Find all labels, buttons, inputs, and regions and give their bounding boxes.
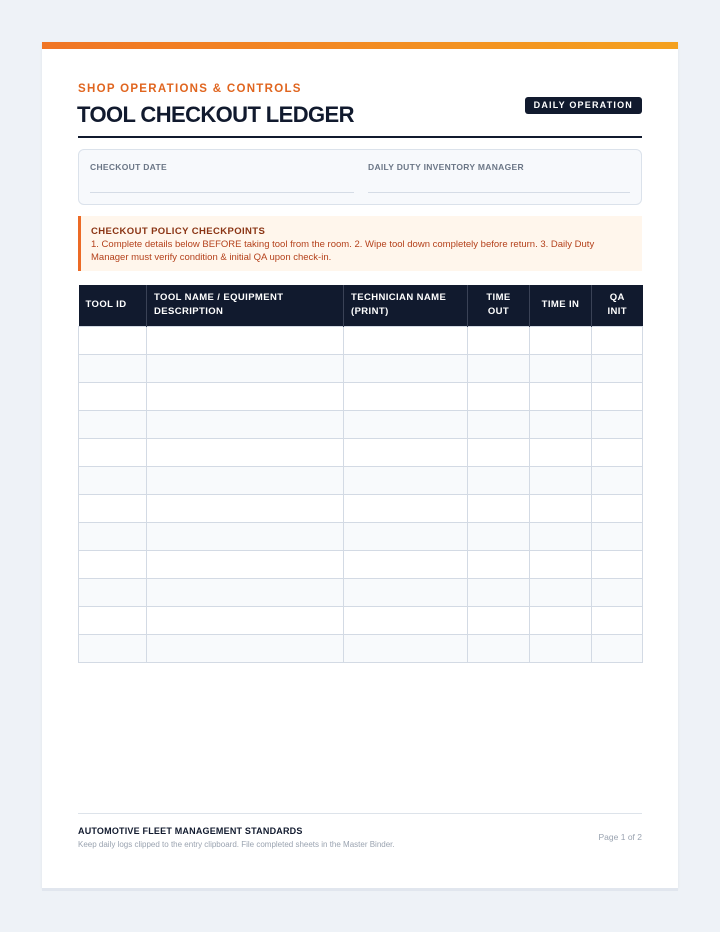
cell-qa-init[interactable] bbox=[592, 438, 643, 466]
cell-time-out[interactable] bbox=[468, 606, 530, 634]
column-header-time-out: TIME OUT bbox=[468, 285, 530, 326]
cell-qa-init[interactable] bbox=[592, 326, 643, 354]
table-row bbox=[79, 466, 643, 494]
page-title: TOOL CHECKOUT LEDGER bbox=[77, 102, 354, 127]
table-row bbox=[79, 382, 643, 410]
cell-time-in[interactable] bbox=[530, 466, 592, 494]
cell-time-out[interactable] bbox=[468, 522, 530, 550]
table-row bbox=[79, 522, 643, 550]
cell-tool-id[interactable] bbox=[79, 410, 147, 438]
checkout-ledger-table bbox=[78, 285, 643, 663]
cell-time-out[interactable] bbox=[468, 438, 530, 466]
cell-qa-init[interactable] bbox=[592, 466, 643, 494]
cell-time-in[interactable] bbox=[530, 522, 592, 550]
cell-time-out[interactable] bbox=[468, 466, 530, 494]
cell-qa-init[interactable] bbox=[592, 578, 643, 606]
cell-time-in[interactable] bbox=[530, 578, 592, 606]
cell-qa-init[interactable] bbox=[592, 382, 643, 410]
cell-qa-init[interactable] bbox=[592, 606, 643, 634]
cell-time-in[interactable] bbox=[530, 634, 592, 662]
table-row bbox=[79, 438, 643, 466]
footer-title: AUTOMOTIVE FLEET MANAGEMENT STANDARDS bbox=[78, 826, 303, 836]
cell-tool-id[interactable] bbox=[79, 382, 147, 410]
cell-tool-id[interactable] bbox=[79, 466, 147, 494]
checkout-date-field[interactable] bbox=[90, 192, 354, 193]
cell-tool-id[interactable] bbox=[79, 438, 147, 466]
column-header-qa-init: QA INIT bbox=[592, 285, 643, 326]
table-body bbox=[79, 326, 643, 662]
table-row bbox=[79, 550, 643, 578]
status-badge: DAILY OPERATION bbox=[525, 97, 642, 114]
cell-time-out[interactable] bbox=[468, 382, 530, 410]
cell-technician[interactable] bbox=[344, 606, 468, 634]
cell-technician[interactable] bbox=[344, 550, 468, 578]
cell-technician[interactable] bbox=[344, 494, 468, 522]
column-header-technician: TECHNICIAN NAME (PRINT) bbox=[344, 285, 468, 326]
cell-time-out[interactable] bbox=[468, 578, 530, 606]
cell-technician[interactable] bbox=[344, 578, 468, 606]
cell-time-out[interactable] bbox=[468, 494, 530, 522]
cell-qa-init[interactable] bbox=[592, 634, 643, 662]
cell-technician[interactable] bbox=[344, 438, 468, 466]
cell-tool-id[interactable] bbox=[79, 522, 147, 550]
cell-time-in[interactable] bbox=[530, 494, 592, 522]
policy-callout bbox=[78, 216, 642, 271]
cell-time-out[interactable] bbox=[468, 410, 530, 438]
cell-qa-init[interactable] bbox=[592, 522, 643, 550]
cell-tool-id[interactable] bbox=[79, 634, 147, 662]
manager-label: DAILY DUTY INVENTORY MANAGER bbox=[368, 162, 524, 172]
cell-tool-name[interactable] bbox=[147, 354, 344, 382]
column-header-time-in: TIME IN bbox=[530, 285, 592, 326]
section-eyebrow: SHOP OPERATIONS & CONTROLS bbox=[78, 83, 302, 95]
cell-qa-init[interactable] bbox=[592, 550, 643, 578]
cell-tool-name[interactable] bbox=[147, 466, 344, 494]
table-row bbox=[79, 326, 643, 354]
table-row bbox=[79, 634, 643, 662]
policy-title: CHECKOUT POLICY CHECKPOINTS bbox=[91, 226, 266, 237]
cell-tool-name[interactable] bbox=[147, 382, 344, 410]
cell-time-in[interactable] bbox=[530, 550, 592, 578]
cell-technician[interactable] bbox=[344, 522, 468, 550]
column-header-tool-name: TOOL NAME / EQUIPMENT DESCRIPTION bbox=[147, 285, 344, 326]
table-header-row bbox=[79, 285, 643, 326]
cell-time-in[interactable] bbox=[530, 438, 592, 466]
cell-time-in[interactable] bbox=[530, 410, 592, 438]
cell-time-in[interactable] bbox=[530, 606, 592, 634]
cell-tool-name[interactable] bbox=[147, 438, 344, 466]
cell-tool-name[interactable] bbox=[147, 550, 344, 578]
title-divider bbox=[78, 136, 642, 138]
cell-time-in[interactable] bbox=[530, 326, 592, 354]
cell-tool-name[interactable] bbox=[147, 494, 344, 522]
cell-tool-id[interactable] bbox=[79, 494, 147, 522]
cell-qa-init[interactable] bbox=[592, 494, 643, 522]
policy-text: 1. Complete details below BEFORE taking tool from the room. 2. Wipe tool down completely before return. 3. Daily Duty Manager must verify condition & initial QA upon check-in. bbox=[91, 239, 595, 263]
cell-qa-init[interactable] bbox=[592, 410, 643, 438]
cell-tool-id[interactable] bbox=[79, 550, 147, 578]
cell-tool-name[interactable] bbox=[147, 606, 344, 634]
cell-time-out[interactable] bbox=[468, 354, 530, 382]
table-row bbox=[79, 410, 643, 438]
accent-bar bbox=[42, 42, 678, 49]
cell-technician[interactable] bbox=[344, 326, 468, 354]
cell-technician[interactable] bbox=[344, 634, 468, 662]
cell-tool-name[interactable] bbox=[147, 578, 344, 606]
cell-time-out[interactable] bbox=[468, 634, 530, 662]
table-row bbox=[79, 494, 643, 522]
footer-note: Keep daily logs clipped to the entry clipboard. File completed sheets in the Master Binder. bbox=[78, 840, 395, 849]
cell-technician[interactable] bbox=[344, 354, 468, 382]
cell-time-out[interactable] bbox=[468, 550, 530, 578]
table-row bbox=[79, 578, 643, 606]
cell-tool-name[interactable] bbox=[147, 326, 344, 354]
cell-time-in[interactable] bbox=[530, 354, 592, 382]
cell-tool-name[interactable] bbox=[147, 410, 344, 438]
cell-time-in[interactable] bbox=[530, 382, 592, 410]
cell-time-out[interactable] bbox=[468, 326, 530, 354]
cell-tool-id[interactable] bbox=[79, 354, 147, 382]
checkout-info-box bbox=[78, 149, 642, 205]
table-row bbox=[79, 606, 643, 634]
checkout-date-label: CHECKOUT DATE bbox=[90, 162, 167, 172]
cell-technician[interactable] bbox=[344, 466, 468, 494]
cell-tool-id[interactable] bbox=[79, 326, 147, 354]
cell-tool-name[interactable] bbox=[147, 634, 344, 662]
document-page bbox=[42, 42, 678, 888]
table-row bbox=[79, 354, 643, 382]
cell-tool-name[interactable] bbox=[147, 522, 344, 550]
column-header-tool-id: TOOL ID bbox=[79, 285, 147, 326]
footer-divider bbox=[78, 813, 642, 814]
cell-tool-id[interactable] bbox=[79, 606, 147, 634]
cell-technician[interactable] bbox=[344, 382, 468, 410]
cell-qa-init[interactable] bbox=[592, 354, 643, 382]
cell-technician[interactable] bbox=[344, 410, 468, 438]
manager-field[interactable] bbox=[368, 192, 630, 193]
page-number: Page 1 of 2 bbox=[598, 832, 642, 842]
cell-tool-id[interactable] bbox=[79, 578, 147, 606]
